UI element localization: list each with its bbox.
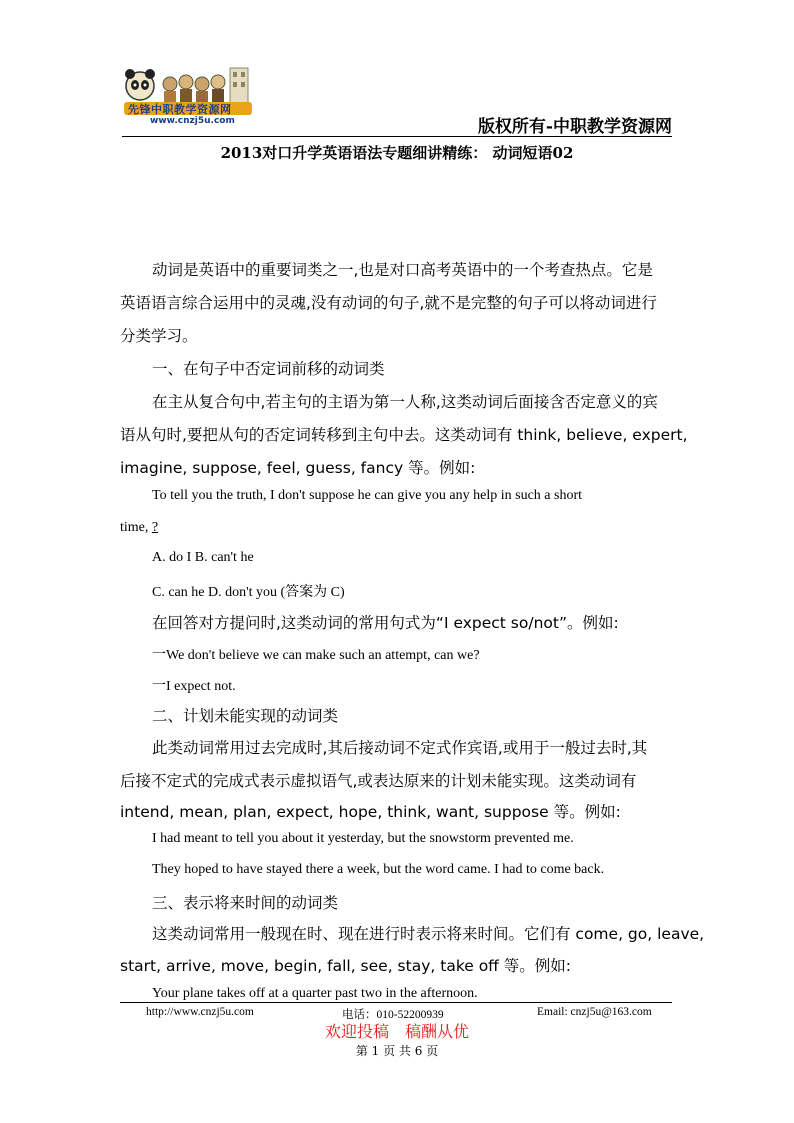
paragraph-line: 后接不定式的完成式表示虚拟语气,或表达原来的计划未能实现。这类动词有 xyxy=(120,772,637,790)
option-line: C. can he D. don't you (答案为 C) xyxy=(152,585,345,600)
example-sentence xyxy=(120,520,158,536)
page-number: 第 1 页 共 6 页 xyxy=(355,1044,439,1058)
paragraph-line: imagine, suppose, feel, guess, fancy 等。例如: xyxy=(120,459,476,477)
footer-welcome-text: 欢迎投稿 稿酬从优 xyxy=(324,1022,469,1041)
footer-phone: 电话：010-52200939 xyxy=(342,1009,444,1021)
paragraph-line: 动词是英语中的重要词类之一,也是对口高考英语中的一个考查热点。它是 xyxy=(152,261,653,279)
paragraph-line: 在主从复合句中,若主句的主语为第一人称,这类动词后面接含否定意义的宾 xyxy=(152,393,658,411)
paragraph-line: 在回答对方提问时,这类动词的常用句式为“I expect so/not”。例如: xyxy=(152,614,619,632)
example-text: time, xyxy=(120,520,152,535)
logo-url: www.cnzj5u.com xyxy=(150,116,235,126)
section-heading: 一、在句子中否定词前移的动词类 xyxy=(152,360,385,378)
logo-text: 先锋中职教学资源网 xyxy=(128,103,232,116)
section-heading: 三、表示将来时间的动词类 xyxy=(152,894,339,912)
paragraph-line: intend, mean, plan, expect, hope, think, want, suppose 等。例如: xyxy=(120,803,621,821)
blank-mark: ? xyxy=(151,520,159,535)
header-divider xyxy=(122,136,672,137)
footer-url-link[interactable]: http://www.cnzj5u.com xyxy=(146,1006,254,1018)
paragraph-line: 这类动词常用一般现在时、现在进行时表示将来时间。它们有 come, go, leave, xyxy=(152,925,705,943)
example-sentence: They hoped to have stayed there a week, but the word came. I had to come back. xyxy=(152,862,605,877)
paragraph-line: start, arrive, move, begin, fall, see, stay, take off 等。例如: xyxy=(120,957,572,975)
paragraph-line: 语从句时,要把从句的否定词转移到主句中去。这类动词有 think, believe, expert, xyxy=(120,426,688,444)
option-line: A. do I B. can't he xyxy=(152,550,254,565)
dialog-line: 一We don't believe we can make such an attempt, can we? xyxy=(152,648,480,663)
example-sentence: Your plane takes off at a quarter past two in the afternoon. xyxy=(152,986,478,1001)
paragraph-line: 此类动词常用过去完成时,其后接动词不定式作宾语,或用于一般过去时,其 xyxy=(152,739,648,757)
paragraph-line: 英语语言综合运用中的灵魂,没有动词的句子,就不是完整的句子可以将动词进行 xyxy=(120,294,657,312)
footer-email[interactable]: Email: cnzj5u@163.com xyxy=(537,1006,652,1018)
example-sentence: To tell you the truth, I don't suppose he can give you any help in such a short xyxy=(152,488,583,503)
footer-divider xyxy=(120,1002,672,1003)
site-logo xyxy=(120,62,260,132)
copyright-text: 版权所有-中职教学资源网 xyxy=(477,117,672,137)
page-title: 2013对口升学英语语法专题细讲精练： 动词短语02 xyxy=(220,144,574,162)
paragraph-line: 分类学习。 xyxy=(120,327,198,345)
example-sentence: I had meant to tell you about it yesterday, but the snowstorm prevented me. xyxy=(152,831,574,846)
section-heading: 二、计划未能实现的动词类 xyxy=(152,707,339,725)
dialog-line: 一I expect not. xyxy=(152,679,236,694)
